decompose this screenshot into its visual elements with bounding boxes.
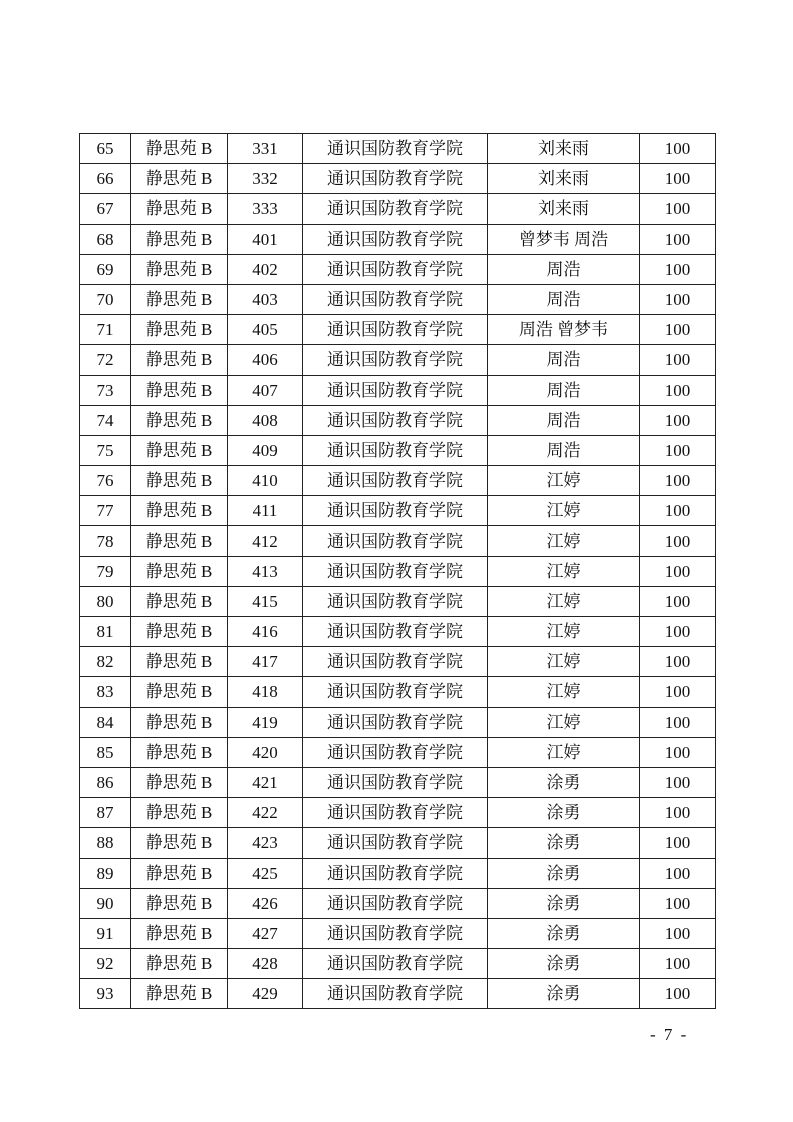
cell-college: 通识国防教育学院: [303, 828, 488, 858]
table-row: [80, 888, 716, 918]
table-row: [80, 526, 716, 556]
cell-college: 通识国防教育学院: [303, 677, 488, 707]
cell-number: 68: [80, 224, 131, 254]
cell-number: 74: [80, 405, 131, 435]
cell-college: 通识国防教育学院: [303, 647, 488, 677]
cell-college: 通识国防教育学院: [303, 979, 488, 1009]
cell-score: 100: [640, 466, 716, 496]
cell-number: 88: [80, 828, 131, 858]
cell-room: 417: [228, 647, 303, 677]
cell-college: 通识国防教育学院: [303, 526, 488, 556]
cell-college: 通识国防教育学院: [303, 918, 488, 948]
cell-score: 100: [640, 767, 716, 797]
cell-room: 428: [228, 949, 303, 979]
cell-number: 80: [80, 586, 131, 616]
cell-teacher: 涂勇: [488, 979, 640, 1009]
cell-number: 65: [80, 134, 131, 164]
cell-room: 403: [228, 284, 303, 314]
cell-score: 100: [640, 949, 716, 979]
cell-college: 通识国防教育学院: [303, 315, 488, 345]
cell-number: 77: [80, 496, 131, 526]
cell-building: 静思苑 B: [131, 405, 228, 435]
cell-building: 静思苑 B: [131, 164, 228, 194]
table-row: [80, 707, 716, 737]
cell-building: 静思苑 B: [131, 315, 228, 345]
cell-building: 静思苑 B: [131, 979, 228, 1009]
cell-college: 通识国防教育学院: [303, 556, 488, 586]
table-row: [80, 405, 716, 435]
cell-teacher: 江婷: [488, 556, 640, 586]
cell-building: 静思苑 B: [131, 496, 228, 526]
cell-score: 100: [640, 315, 716, 345]
cell-college: 通识国防教育学院: [303, 888, 488, 918]
cell-score: 100: [640, 254, 716, 284]
cell-room: 415: [228, 586, 303, 616]
cell-number: 83: [80, 677, 131, 707]
cell-room: 406: [228, 345, 303, 375]
cell-teacher: 涂勇: [488, 918, 640, 948]
cell-building: 静思苑 B: [131, 586, 228, 616]
table-row: [80, 496, 716, 526]
cell-teacher: 周浩: [488, 254, 640, 284]
cell-score: 100: [640, 677, 716, 707]
cell-teacher: 刘来雨: [488, 194, 640, 224]
cell-college: 通识国防教育学院: [303, 496, 488, 526]
cell-building: 静思苑 B: [131, 254, 228, 284]
cell-room: 409: [228, 435, 303, 465]
cell-teacher: 涂勇: [488, 949, 640, 979]
table-row: [80, 737, 716, 767]
table-row: [80, 466, 716, 496]
cell-college: 通识国防教育学院: [303, 224, 488, 254]
cell-teacher: 涂勇: [488, 858, 640, 888]
cell-score: 100: [640, 164, 716, 194]
cell-score: 100: [640, 194, 716, 224]
cell-room: 405: [228, 315, 303, 345]
table-row: [80, 315, 716, 345]
cell-college: 通识国防教育学院: [303, 134, 488, 164]
table-row: [80, 979, 716, 1009]
cell-number: 67: [80, 194, 131, 224]
table-row: [80, 586, 716, 616]
cell-room: 421: [228, 767, 303, 797]
cell-score: 100: [640, 737, 716, 767]
cell-building: 静思苑 B: [131, 888, 228, 918]
cell-number: 73: [80, 375, 131, 405]
cell-college: 通识国防教育学院: [303, 345, 488, 375]
cell-teacher: 周浩: [488, 375, 640, 405]
table-row: [80, 828, 716, 858]
cell-number: 91: [80, 918, 131, 948]
cell-score: 100: [640, 918, 716, 948]
cell-number: 69: [80, 254, 131, 284]
table-row: [80, 918, 716, 948]
cell-room: 416: [228, 617, 303, 647]
cell-score: 100: [640, 556, 716, 586]
cell-score: 100: [640, 617, 716, 647]
cell-college: 通识国防教育学院: [303, 707, 488, 737]
cell-teacher: 涂勇: [488, 767, 640, 797]
cell-teacher: 江婷: [488, 647, 640, 677]
page-number: - 7 -: [650, 1025, 689, 1044]
cell-building: 静思苑 B: [131, 647, 228, 677]
cell-score: 100: [640, 435, 716, 465]
cell-score: 100: [640, 586, 716, 616]
cell-score: 100: [640, 888, 716, 918]
cell-building: 静思苑 B: [131, 466, 228, 496]
cell-score: 100: [640, 979, 716, 1009]
cell-number: 82: [80, 647, 131, 677]
cell-room: 331: [228, 134, 303, 164]
cell-college: 通识国防教育学院: [303, 194, 488, 224]
cell-building: 静思苑 B: [131, 345, 228, 375]
cell-room: 333: [228, 194, 303, 224]
cell-building: 静思苑 B: [131, 617, 228, 647]
cell-building: 静思苑 B: [131, 949, 228, 979]
cell-room: 411: [228, 496, 303, 526]
cell-room: 413: [228, 556, 303, 586]
table-row: [80, 556, 716, 586]
cell-teacher: 涂勇: [488, 798, 640, 828]
cell-building: 静思苑 B: [131, 798, 228, 828]
table-row: [80, 345, 716, 375]
table-row: [80, 767, 716, 797]
cell-score: 100: [640, 405, 716, 435]
cell-number: 66: [80, 164, 131, 194]
cell-teacher: 周浩: [488, 435, 640, 465]
cell-building: 静思苑 B: [131, 224, 228, 254]
cell-college: 通识国防教育学院: [303, 466, 488, 496]
cell-building: 静思苑 B: [131, 375, 228, 405]
cell-score: 100: [640, 375, 716, 405]
cell-score: 100: [640, 707, 716, 737]
cell-teacher: 江婷: [488, 526, 640, 556]
cell-college: 通识国防教育学院: [303, 375, 488, 405]
cell-room: 407: [228, 375, 303, 405]
cell-room: 402: [228, 254, 303, 284]
cell-score: 100: [640, 858, 716, 888]
cell-room: 427: [228, 918, 303, 948]
cell-college: 通识国防教育学院: [303, 254, 488, 284]
cell-number: 86: [80, 767, 131, 797]
cell-room: 401: [228, 224, 303, 254]
cell-teacher: 刘来雨: [488, 164, 640, 194]
table-row: [80, 194, 716, 224]
table-row: [80, 284, 716, 314]
cell-college: 通识国防教育学院: [303, 164, 488, 194]
table-row: [80, 617, 716, 647]
cell-teacher: 涂勇: [488, 888, 640, 918]
cell-number: 71: [80, 315, 131, 345]
cell-number: 84: [80, 707, 131, 737]
cell-number: 76: [80, 466, 131, 496]
cell-teacher: 涂勇: [488, 828, 640, 858]
cell-room: 410: [228, 466, 303, 496]
cell-teacher: 江婷: [488, 496, 640, 526]
cell-building: 静思苑 B: [131, 918, 228, 948]
cell-room: 426: [228, 888, 303, 918]
table-row: [80, 224, 716, 254]
cell-number: 79: [80, 556, 131, 586]
cell-building: 静思苑 B: [131, 828, 228, 858]
cell-number: 75: [80, 435, 131, 465]
table-row: [80, 254, 716, 284]
cell-score: 100: [640, 828, 716, 858]
cell-teacher: 刘来雨: [488, 134, 640, 164]
cell-college: 通识国防教育学院: [303, 617, 488, 647]
cell-score: 100: [640, 284, 716, 314]
table-row: [80, 949, 716, 979]
cell-number: 87: [80, 798, 131, 828]
cell-number: 85: [80, 737, 131, 767]
cell-college: 通识国防教育学院: [303, 405, 488, 435]
cell-teacher: 周浩: [488, 405, 640, 435]
cell-teacher: 周浩 曾梦韦: [488, 315, 640, 345]
cell-college: 通识国防教育学院: [303, 737, 488, 767]
cell-score: 100: [640, 134, 716, 164]
cell-building: 静思苑 B: [131, 858, 228, 888]
cell-score: 100: [640, 345, 716, 375]
cell-building: 静思苑 B: [131, 284, 228, 314]
cell-building: 静思苑 B: [131, 767, 228, 797]
cell-building: 静思苑 B: [131, 134, 228, 164]
cell-building: 静思苑 B: [131, 677, 228, 707]
cell-number: 81: [80, 617, 131, 647]
cell-score: 100: [640, 496, 716, 526]
cell-number: 93: [80, 979, 131, 1009]
table-row: [80, 134, 716, 164]
cell-number: 78: [80, 526, 131, 556]
cell-room: 332: [228, 164, 303, 194]
cell-room: 412: [228, 526, 303, 556]
table-row: [80, 798, 716, 828]
cell-teacher: 周浩: [488, 284, 640, 314]
table-row: [80, 164, 716, 194]
cell-teacher: 江婷: [488, 586, 640, 616]
cell-number: 92: [80, 949, 131, 979]
cell-college: 通识国防教育学院: [303, 586, 488, 616]
table-row: [80, 647, 716, 677]
cell-teacher: 江婷: [488, 617, 640, 647]
cell-score: 100: [640, 647, 716, 677]
cell-room: 425: [228, 858, 303, 888]
cell-room: 429: [228, 979, 303, 1009]
cell-room: 423: [228, 828, 303, 858]
cell-score: 100: [640, 526, 716, 556]
cell-number: 70: [80, 284, 131, 314]
cell-teacher: 曾梦韦 周浩: [488, 224, 640, 254]
cell-building: 静思苑 B: [131, 737, 228, 767]
cell-teacher: 江婷: [488, 737, 640, 767]
cell-college: 通识国防教育学院: [303, 767, 488, 797]
cell-building: 静思苑 B: [131, 556, 228, 586]
table-row: [80, 677, 716, 707]
cell-college: 通识国防教育学院: [303, 949, 488, 979]
cell-room: 419: [228, 707, 303, 737]
cell-room: 418: [228, 677, 303, 707]
cell-number: 89: [80, 858, 131, 888]
table-row: [80, 375, 716, 405]
cell-building: 静思苑 B: [131, 435, 228, 465]
cell-score: 100: [640, 798, 716, 828]
cell-college: 通识国防教育学院: [303, 435, 488, 465]
cell-teacher: 江婷: [488, 707, 640, 737]
table-row: [80, 858, 716, 888]
table-body: [80, 134, 716, 1009]
dormitory-inspection-table: [79, 133, 716, 1009]
cell-college: 通识国防教育学院: [303, 284, 488, 314]
cell-room: 420: [228, 737, 303, 767]
cell-number: 72: [80, 345, 131, 375]
cell-college: 通识国防教育学院: [303, 858, 488, 888]
cell-room: 422: [228, 798, 303, 828]
cell-number: 90: [80, 888, 131, 918]
cell-building: 静思苑 B: [131, 707, 228, 737]
cell-building: 静思苑 B: [131, 194, 228, 224]
cell-college: 通识国防教育学院: [303, 798, 488, 828]
cell-building: 静思苑 B: [131, 526, 228, 556]
cell-score: 100: [640, 224, 716, 254]
cell-teacher: 周浩: [488, 345, 640, 375]
cell-teacher: 江婷: [488, 466, 640, 496]
table-row: [80, 435, 716, 465]
cell-room: 408: [228, 405, 303, 435]
cell-teacher: 江婷: [488, 677, 640, 707]
